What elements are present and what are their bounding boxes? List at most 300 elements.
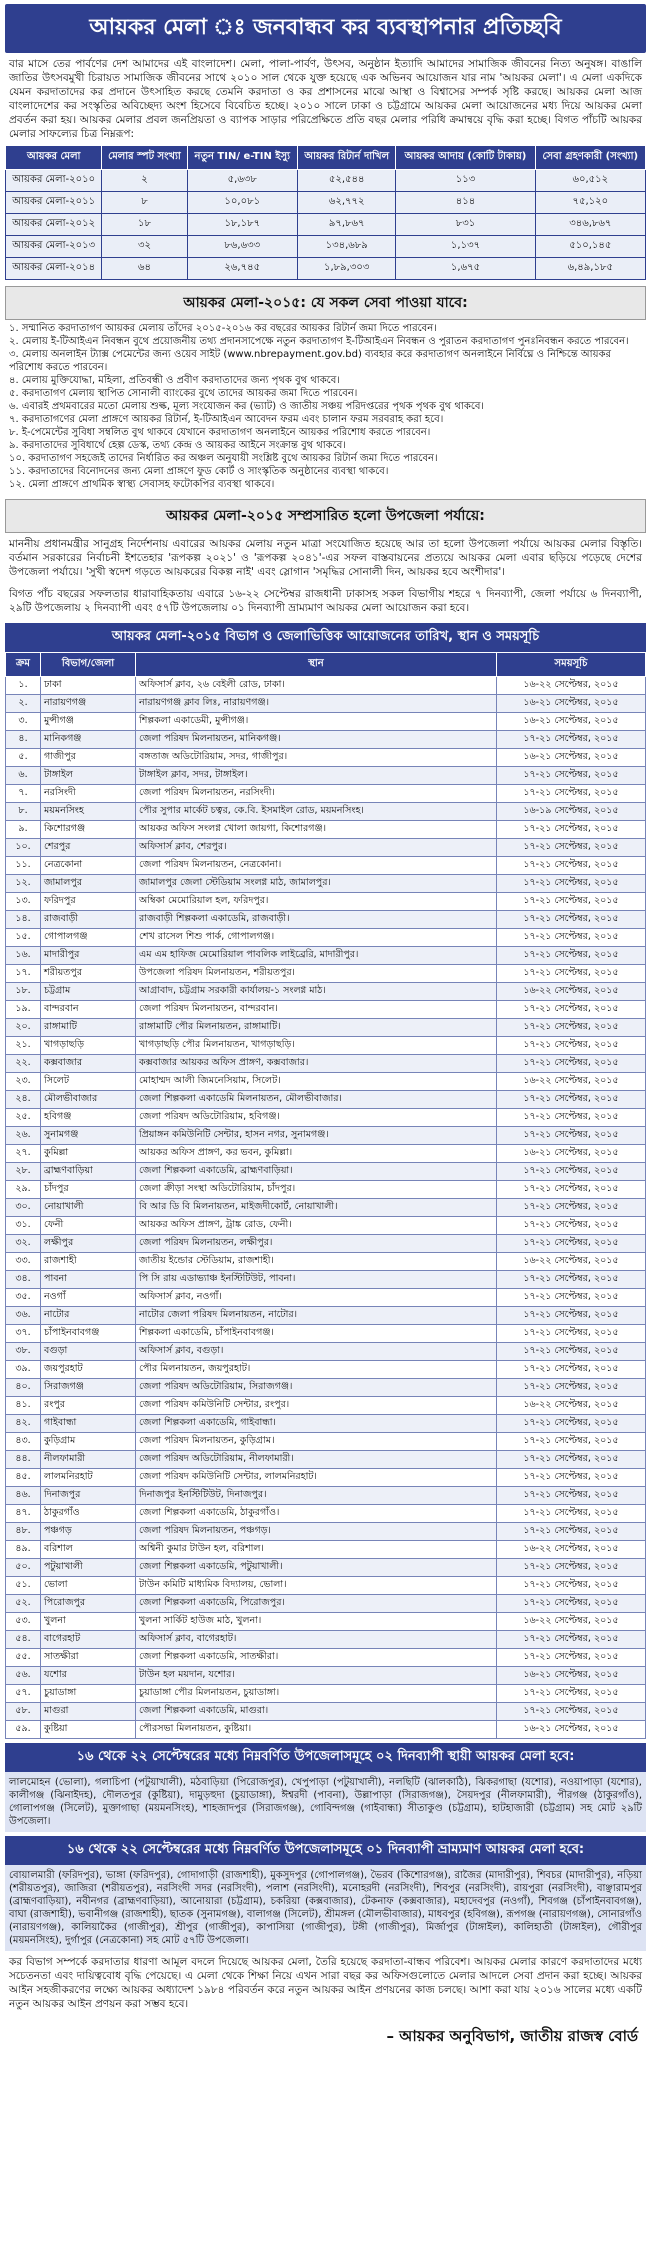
closing-paragraph: কর বিভাগ সম্পর্কে করদাতার ধারণা আমূল বদলে দিয়েছে আয়কর মেলা, তৈরি হয়েছে করদাতা-বান্ধব পরিবেশ। আয়কর মেলার কারণে করদাতাদের মধ্যে সচেতনতা এবং দায়িত্ববোধ বৃদ্ধি পেয়েছে। এ মেলা থেকে শিক্ষা নিয়ে এখন সারা বছর কর অফিসগুলোতে মেলার আদলে সেবা প্রদান করা হচ্ছে। আয়কর আইন সহজীকরণের লক্ষ্যে আয়কর অধ্যাদেশ ১৯৮৪ পরিবর্তন করে নতুন আয়কর আইন প্রণয়নের কাজ চলছে। আশা করা যায় ২০১৬ সালের মধ্যে একটি নতুন আয়কর আইন প্রণয়ন করা সম্ভব হবে। (9, 1956, 642, 2010)
schedule-cell: ভোলা (41, 1577, 136, 1595)
stats-cell: ২ (102, 170, 187, 192)
schedule-cell: সাতক্ষীরা (41, 1649, 136, 1667)
schedule-row (6, 1703, 646, 1721)
schedule-cell: ১৭-২১ সেপ্টেম্বর, ২০১৫ (497, 1055, 646, 1073)
service-item: ৬. এবারই প্রথমবারের মতো মেলায় শুল্ক, মূল্য সংযোজন কর (ভ্যাট) ও জাতীয় সঞ্চয় পরিদপ্তরের পৃথক পৃথক বুথ থাকবে। (9, 401, 484, 412)
schedule-cell: ২৮. (6, 1163, 41, 1181)
schedule-cell: মুন্সীগঞ্জ (41, 713, 136, 731)
stats-cell: ৮ (102, 192, 187, 214)
schedule-cell: চাঁপাইনবাবগঞ্জ (41, 1325, 136, 1343)
schedule-row (6, 1289, 646, 1307)
schedule-row (6, 713, 646, 731)
upazila-paragraph-2: বিগত পাঁচ বছরের সফলতার ধারাবাহিকতায় এবারে ১৬-২২ সেপ্টেম্বর রাজধানী ঢাকাসহ সকল বিভাগীয় শহরে ৭ দিনব্যাপী, জেলা পর্যায়ে ৬ দিনব্যাপী, ২৯টি উপজেলায় ২ দিনব্যাপী এবং ৫৭টি উপজেলায় ০১ দিনব্যাপী ভ্রাম্যমাণ আয়কর মেলা আয়োজন করা হবে। (9, 588, 642, 614)
schedule-cell: চট্টগ্রাম (41, 983, 136, 1001)
schedule-cell: জেলা পরিষদ মিলনায়তন, কুড়িগ্রাম। (136, 1433, 497, 1451)
schedule-cell: ১৭-২১ সেপ্টেম্বর, ২০১৫ (497, 1343, 646, 1361)
schedule-row (6, 1451, 646, 1469)
schedule-cell: ২০. (6, 1019, 41, 1037)
schedule-cell: ১৭-২১ সেপ্টেম্বর, ২০১৫ (497, 1433, 646, 1451)
stats-header-cell: আয়কর মেলা (6, 146, 102, 170)
schedule-cell: ১৬-২২ সেপ্টেম্বর, ২০১৫ (497, 1073, 646, 1091)
schedule-cell: জেলা পরিষদ কমিউনিটি সেন্টার, রংপুর। (136, 1397, 497, 1415)
schedule-cell: ১৭-২১ সেপ্টেম্বর, ২০১৫ (497, 1505, 646, 1523)
schedule-row (6, 1559, 646, 1577)
schedule-row (6, 1685, 646, 1703)
schedule-row (6, 911, 646, 929)
schedule-cell: জেলা পরিষদ মিলনায়তন, মানিকগঞ্জ। (136, 731, 497, 749)
services-list (5, 320, 646, 493)
schedule-cell: ১৭-২১ সেপ্টেম্বর, ২০১৫ (497, 1307, 646, 1325)
schedule-cell: জেলা পরিষদ অডিটোরিয়াম, হবিগঞ্জ। (136, 1109, 497, 1127)
schedule-cell: জেলা শিল্পকলা একাডেমি, মাগুরা। (136, 1703, 497, 1721)
page (5, 4, 646, 2060)
schedule-cell: ১৭-২১ সেপ্টেম্বর, ২০১৫ (497, 1415, 646, 1433)
service-item: ৯. করদাতাদের সুবিধার্থে হেল্প ডেস্ক, তথ্য কেন্দ্র ও আয়কর আইনে সংক্রান্ত বুথ থাকবে। (9, 440, 346, 451)
schedule-cell: জেলা শিল্পকলা একাডেমি, পিরোজপুর। (136, 1595, 497, 1613)
schedule-row (6, 1415, 646, 1433)
schedule-cell: ১৭-২১ সেপ্টেম্বর, ২০১৫ (497, 1361, 646, 1379)
schedule-row (6, 1073, 646, 1091)
schedule-cell: ২৩. (6, 1073, 41, 1091)
services-title: আয়কর মেলা-২০১৫: যে সকল সেবা পাওয়া যাবে: (5, 286, 646, 320)
schedule-cell: ১৭-২১ সেপ্টেম্বর, ২০১৫ (497, 1487, 646, 1505)
schedule-cell: উপজেলা পরিষদ মিলনায়তন, শরীয়তপুর। (136, 965, 497, 983)
schedule-cell: অফিসার্স ক্লাব, নওগাঁ। (136, 1289, 497, 1307)
schedule-cell: যশোর (41, 1667, 136, 1685)
schedule-row (6, 803, 646, 821)
schedule-cell: খাগড়াছড়ি (41, 1037, 136, 1055)
schedule-cell: মানিকগঞ্জ (41, 731, 136, 749)
stats-cell: আয়কর মেলা-২০১২ (6, 214, 102, 236)
schedule-cell: মাগুরা (41, 1703, 136, 1721)
footer-signature: – আয়কর অনুবিভাগ, জাতীয় রাজস্ব বোর্ড (386, 2027, 638, 2045)
stats-cell: ৬২,৭৭২ (297, 192, 396, 214)
schedule-cell: জেলা শিল্পকলা একাডেমি, ব্রাহ্মণবাড়িয়া। (136, 1163, 497, 1181)
schedule-cell: নাটোর জেলা পরিষদ মিলনায়তন, নাটোর। (136, 1307, 497, 1325)
schedule-row (6, 1343, 646, 1361)
schedule-cell: লালমনিরহাট (41, 1469, 136, 1487)
schedule-row (6, 1433, 646, 1451)
stats-cell: আয়কর মেলা-২০১৪ (6, 258, 102, 280)
schedule-cell: ১৭-২১ সেপ্টেম্বর, ২০১৫ (497, 1163, 646, 1181)
schedule-cell: ১৭-২১ সেপ্টেম্বর, ২০১৫ (497, 929, 646, 947)
schedule-cell: কিশোরগঞ্জ (41, 821, 136, 839)
schedule-cell: শিল্পকলা একাডেমী, মুন্সীগঞ্জ। (136, 713, 497, 731)
schedule-cell: ১৬-২১ সেপ্টেম্বর, ২০১৫ (497, 1721, 646, 1739)
schedule-cell: ১৬-২১ সেপ্টেম্বর, ২০১৫ (497, 1145, 646, 1163)
schedule-cell: ১৬-১৯ সেপ্টেম্বর, ২০১৫ (497, 803, 646, 821)
schedule-cell: ৪৮. (6, 1523, 41, 1541)
schedule-cell: জয়পুরহাট (41, 1361, 136, 1379)
schedule-cell: ১৭-২১ সেপ্টেম্বর, ২০১৫ (497, 1199, 646, 1217)
schedule-cell: ১৭-২১ সেপ্টেম্বর, ২০১৫ (497, 731, 646, 749)
stats-row (6, 258, 646, 280)
schedule-row (6, 1613, 646, 1631)
schedule-row (6, 965, 646, 983)
schedule-cell: ১৭-২১ সেপ্টেম্বর, ২০১৫ (497, 1037, 646, 1055)
schedule-row (6, 1055, 646, 1073)
schedule-cell: পৌর সুপার মার্কেট চত্বর, কে.বি. ইসমাইল রোড, ময়মনসিংহ। (136, 803, 497, 821)
stats-cell: ৬৪ (102, 258, 187, 280)
schedule-row (6, 947, 646, 965)
schedule-cell: নরসিংদী (41, 785, 136, 803)
service-item: ১. সম্মানিত করদাতাগণ আয়কর মেলায় তাঁদের ২০১৫-২০১৬ কর বছরের আয়কর রিটার্ন জমা দিতে পারবেন। (9, 323, 437, 334)
schedule-row (6, 1721, 646, 1739)
schedule-row (6, 1127, 646, 1145)
schedule-cell: ১৩. (6, 893, 41, 911)
schedule-cell: ১৬-২১ সেপ্টেম্বর, ২০১৫ (497, 713, 646, 731)
schedule-cell: ৫৭. (6, 1685, 41, 1703)
stats-cell: ৩২ (102, 236, 187, 258)
schedule-cell: খুলনা সার্কিট হাউজ মাঠ, খুলনা। (136, 1613, 497, 1631)
stats-cell: ৫,৬৩৮ (187, 170, 297, 192)
schedule-cell: টাউন হল ময়দান, যশোর। (136, 1667, 497, 1685)
schedule-cell: ১৭-২১ সেপ্টেম্বর, ২০১৫ (497, 875, 646, 893)
schedule-cell: জেলা পরিষদ কমিউনিটি সেন্টার, লালমনিরহাট। (136, 1469, 497, 1487)
schedule-cell: ১৭-২১ সেপ্টেম্বর, ২০১৫ (497, 857, 646, 875)
stats-cell: ১,৬৭৫ (396, 258, 535, 280)
schedule-cell: ২৯. (6, 1181, 41, 1199)
schedule-cell: সুনামগঞ্জ (41, 1127, 136, 1145)
schedule-cell: ১৭-২১ সেপ্টেম্বর, ২০১৫ (497, 1271, 646, 1289)
schedule-row (6, 785, 646, 803)
schedule-cell: হবিগঞ্জ (41, 1109, 136, 1127)
schedule-cell: ৪৪. (6, 1451, 41, 1469)
schedule-row (6, 1253, 646, 1271)
schedule-cell: ১১. (6, 857, 41, 875)
stats-row (6, 214, 646, 236)
schedule-cell: জেলা পরিষদ মিলনায়তন, বান্দরবান। (136, 1001, 497, 1019)
schedule-cell: অফিসার্স ক্লাব, শেরপুর। (136, 839, 497, 857)
schedule-cell: ১. (6, 677, 41, 695)
schedule-cell: জেলা শিল্পকলা একাডেমি, গাইবান্ধা। (136, 1415, 497, 1433)
schedule-row (6, 1001, 646, 1019)
schedule-cell: ২৬. (6, 1127, 41, 1145)
stats-cell: ১৩৪,৬৮৯ (297, 236, 396, 258)
schedule-cell: ২২. (6, 1055, 41, 1073)
schedule-cell: পিরোজপুর (41, 1595, 136, 1613)
schedule-cell: ২৪. (6, 1091, 41, 1109)
schedule-cell: জেলা শিল্পকলা একাডেমি মিলনায়তন, মৌলভীবাজার। (136, 1091, 497, 1109)
schedule-cell: নারায়ণগঞ্জ ক্লাব লিঃ, নারায়ণগঞ্জ। (136, 695, 497, 713)
schedule-cell: কক্সবাজার (41, 1055, 136, 1073)
stats-cell: আয়কর মেলা-২০১০ (6, 170, 102, 192)
service-item: ১১. করদাতাদের বিনোদনের জন্য মেলা প্রাঙ্গণে ফুড কোর্ট ও সাংস্কৃতিক অনুষ্ঠানের ব্যবস্থা থাকবে। (9, 466, 389, 477)
schedule-cell: ১৬. (6, 947, 41, 965)
stats-row (6, 236, 646, 258)
stats-header-cell: আয়কর রিটার্ন দাখিল (297, 146, 396, 170)
schedule-cell: বি আর ডি বি মিলনায়তন, মাইজদীকোর্ট, নোয়াখালী। (136, 1199, 497, 1217)
schedule-cell: ৪৫. (6, 1469, 41, 1487)
schedule-cell: ১৭-২১ সেপ্টেম্বর, ২০১৫ (497, 947, 646, 965)
schedule-cell: আয়কর অফিস প্রাঙ্গণ, কর ভবন, কুমিল্লা। (136, 1145, 497, 1163)
schedule-cell: গাজীপুর (41, 749, 136, 767)
schedule-cell: রাঙ্গামাটি পৌর মিলনায়তন, রাঙ্গামাটি। (136, 1019, 497, 1037)
schedule-header-cell: সময়সূচি (497, 653, 646, 677)
schedule-row (6, 1163, 646, 1181)
schedule-cell: নাটোর (41, 1307, 136, 1325)
schedule-cell: ব্রাহ্মণবাড়িয়া (41, 1163, 136, 1181)
schedule-cell: ১৬-২২ সেপ্টেম্বর, ২০১৫ (497, 1397, 646, 1415)
schedule-cell: মোহাম্মদ আলী জিমনেসিয়াম, সিলেট। (136, 1073, 497, 1091)
schedule-cell: নীলফামারী (41, 1451, 136, 1469)
stats-cell: ৫২,৫৪৪ (297, 170, 396, 192)
schedule-cell: ১২. (6, 875, 41, 893)
schedule-cell: শরীয়তপুর (41, 965, 136, 983)
stats-cell: ৬০,৫১২ (535, 170, 645, 192)
schedule-row (6, 731, 646, 749)
schedule-cell: কুড়িগ্রাম (41, 1433, 136, 1451)
schedule-cell: অফিসার্স ক্লাব, ২৬ বেইলী রোড, ঢাকা। (136, 677, 497, 695)
schedule-row (6, 1235, 646, 1253)
schedule-cell: ১৭-২১ সেপ্টেম্বর, ২০১৫ (497, 1019, 646, 1037)
schedule-cell: ৫৯. (6, 1721, 41, 1739)
stats-row (6, 192, 646, 214)
stats-cell: ৫১০,১৪৫ (535, 236, 645, 258)
schedule-cell: ৫০. (6, 1559, 41, 1577)
schedule-row (6, 1577, 646, 1595)
schedule-cell: পটুয়াখালী (41, 1559, 136, 1577)
schedule-cell: রাজবাড়ী (41, 911, 136, 929)
upazila-title: আয়কর মেলা-২০১৫ সম্প্রসারিত হলো উপজেলা পর্যায়ে: (5, 499, 646, 533)
schedule-row (6, 1631, 646, 1649)
schedule-cell: আয়কর অফিস প্রাঙ্গণ, ট্রাঙ্ক রোড, ফেনী। (136, 1217, 497, 1235)
schedule-cell: শেখ রাসেল শিশু পার্ক, গোপালগঞ্জ। (136, 929, 497, 947)
service-item: ৮. ই-পেমেন্টের সুবিধা সম্বলিত বুথ থাকবে যেখানে করদাতাগণ অনলাইনে আয়কর পরিশোধ করতে পারবেন। (9, 427, 431, 438)
schedule-cell: বঙ্গতাজ অডিটোরিয়াম, সদর, গাজীপুর। (136, 749, 497, 767)
schedule-cell: ১৭-২১ সেপ্টেম্বর, ২০১৫ (497, 1469, 646, 1487)
schedule-cell: জেলা ক্রীড়া সংস্থা অডিটোরিয়াম, চাঁদপুর। (136, 1181, 497, 1199)
schedule-cell: ৩৯. (6, 1361, 41, 1379)
schedule-row (6, 1037, 646, 1055)
stats-cell: ৩৪৬,৮৬৭ (535, 214, 645, 236)
stats-cell: ৯৭,৮৬৭ (297, 214, 396, 236)
schedule-cell: অশ্বিনী কুমার টাউন হল, বরিশাল। (136, 1541, 497, 1559)
schedule-cell: ২১. (6, 1037, 41, 1055)
schedule-cell: ১৭-২১ সেপ্টেম্বর, ২০১৫ (497, 1325, 646, 1343)
schedule-row (6, 1199, 646, 1217)
schedule-cell: ২৫. (6, 1109, 41, 1127)
schedule-cell: ৮. (6, 803, 41, 821)
schedule-cell: জেলা পরিষদ মিলনায়তন, নেত্রকোনা। (136, 857, 497, 875)
schedule-cell: ১৯. (6, 1001, 41, 1019)
schedule-row (6, 1145, 646, 1163)
schedule-row (6, 839, 646, 857)
service-item: ৫. করদাতাগণ মেলায় স্থাপিত সোনালী ব্যাংকের বুথে তাদের আয়কর জমা দিতে পারবেন। (9, 388, 358, 399)
one-day-list: বোয়ালমারী (ফরিদপুর), ভাঙ্গা (ফরিদপুর), গোদাগাড়ী (রাজশাহী), মুকসুদপুর (গোপালগঞ্জ), ভৈরব (কিশোরগঞ্জ), রাজৈর (মাদারীপুর), শিবচর (মাদারীপুর), নড়িয়া (শরীয়তপুর), জাজিরা (শরীয়তপুর), নরসিংদী সদর (নরসিংদী), পলাশ (নরসিংদী), মনোহরদী (নরসিংদী), শিবপুর (নরসিংদী), রায়পুরা (নরসিংদী), বাঞ্ছারামপুর (ব্রাহ্মণবাড়িয়া), নবীনগর (ব্রাহ্মণবাড়িয়া), আনোয়ারা (চট্টগ্রাম), চকরিয়া (কক্সবাজার), টেকনাফ (কক্সবাজার), মহাদেবপুর (নওগাঁ), শিবগঞ্জ (চাঁপাইনবাবগঞ্জ), বাঘা (রাজশাহী), ভবানীগঞ্জ (রাজশাহী), ছাতক (সুনামগঞ্জ), বালাগঞ্জ (সিলেট), শ্রীমঙ্গল (মৌলভীবাজার), মাধবপুর (হবিগঞ্জ), রূপগঞ্জ (নারায়ণগঞ্জ), সোনারগাঁও (নারায়ণগঞ্জ), কালিয়াকৈর (গাজীপুর), শ্রীপুর (গাজীপুর), কাপাসিয়া (গাজীপুর), টঙ্গী (গাজীপুর), মির্জাপুর (টাঙ্গাইল), কালিহাতী (টাঙ্গাইল), গৌরীপুর (ময়মনসিংহ), দুর্গাপুর (নেত্রকোনা) সহ মোট ৫৭টি উপজেলা। (5, 1865, 646, 1951)
schedule-cell: গাইবান্ধা (41, 1415, 136, 1433)
schedule-cell: জেলা পরিষদ অডিটোরিয়াম, সিরাজগঞ্জ। (136, 1379, 497, 1397)
schedule-cell: ১৭-২১ সেপ্টেম্বর, ২০১৫ (497, 1523, 646, 1541)
schedule-cell: গোপালগঞ্জ (41, 929, 136, 947)
schedule-cell: ৫. (6, 749, 41, 767)
schedule-cell: ১৬-২২ সেপ্টেম্বর, ২০১৫ (497, 983, 646, 1001)
schedule-cell: ৫৮. (6, 1703, 41, 1721)
schedule-cell: বাগেরহাট (41, 1631, 136, 1649)
schedule-cell: ৩৮. (6, 1343, 41, 1361)
stats-cell: আয়কর মেলা-২০১৩ (6, 236, 102, 258)
schedule-cell: ১৭-২১ সেপ্টেম্বর, ২০১৫ (497, 1127, 646, 1145)
schedule-cell: ২৭. (6, 1145, 41, 1163)
schedule-cell: ১৭-২১ সেপ্টেম্বর, ২০১৫ (497, 1235, 646, 1253)
schedule-cell: এম এম হাফিজ মেমোরিয়াল পাবলিক লাইব্রেরি, মাদারীপুর। (136, 947, 497, 965)
schedule-cell: ১৭-২১ সেপ্টেম্বর, ২০১৫ (497, 839, 646, 857)
schedule-cell: ২. (6, 695, 41, 713)
schedule-table (5, 652, 646, 1739)
schedule-cell: পৌরসভা মিলনায়তন, কুষ্টিয়া। (136, 1721, 497, 1739)
schedule-cell: রংপুর (41, 1397, 136, 1415)
schedule-cell: শিল্পকলা একাডেমি, চাঁপাইনবাবগঞ্জ। (136, 1325, 497, 1343)
schedule-row (6, 821, 646, 839)
stats-header-cell: আয়কর আদায় (কোটি টাকায়) (396, 146, 535, 170)
schedule-cell: ১৫. (6, 929, 41, 947)
schedule-cell: ১৪. (6, 911, 41, 929)
schedule-cell: টাঙ্গাইল ক্লাব, সদর, টাঙ্গাইল। (136, 767, 497, 785)
schedule-row (6, 1217, 646, 1235)
schedule-cell: রাজশাহী (41, 1253, 136, 1271)
schedule-cell: লক্ষীপুর (41, 1235, 136, 1253)
schedule-cell: জেলা পরিষদ মিলনায়তন, পঞ্চগড়। (136, 1523, 497, 1541)
schedule-title: আয়কর মেলা-২০১৫ বিভাগ ও জেলাভিত্তিক আয়োজনের তারিখ, স্থান ও সময়সূচি (5, 623, 646, 652)
schedule-cell: ১৬-২১ সেপ্টেম্বর, ২০১৫ (497, 695, 646, 713)
stats-cell: ৮৬,৬৩৩ (187, 236, 297, 258)
schedule-cell: কুষ্টিয়া (41, 1721, 136, 1739)
stats-cell: ১,৮৯,৩০৩ (297, 258, 396, 280)
schedule-cell: আগ্রাবাদ, চট্টগ্রাম সরকারী কার্যালয়-১ সংলগ্ন মাঠ। (136, 983, 497, 1001)
stats-cell: ৭৫,১২০ (535, 192, 645, 214)
schedule-cell: ১৭-২১ সেপ্টেম্বর, ২০১৫ (497, 1559, 646, 1577)
schedule-cell: পি সি রায় এডাভ্যাঞ্চ ইনস্টিটিউট, পাবনা। (136, 1271, 497, 1289)
schedule-cell: ১৭-২১ সেপ্টেম্বর, ২০১৫ (497, 767, 646, 785)
schedule-cell: ১৭-২১ সেপ্টেম্বর, ২০১৫ (497, 1379, 646, 1397)
schedule-cell: ৩৪. (6, 1271, 41, 1289)
schedule-cell: ১৬-২২ সেপ্টেম্বর, ২০১৫ (497, 1253, 646, 1271)
schedule-cell: ১৬-২১ সেপ্টেম্বর, ২০১৫ (497, 1667, 646, 1685)
schedule-cell: খুলনা (41, 1613, 136, 1631)
schedule-row (6, 1091, 646, 1109)
schedule-cell: ১৬-২১ সেপ্টেম্বর, ২০১৫ (497, 749, 646, 767)
schedule-cell: ৭. (6, 785, 41, 803)
stats-header-cell: সেবা গ্রহণকারী (সংখ্যা) (535, 146, 645, 170)
schedule-cell: ১৬-২২ সেপ্টেম্বর, ২০১৫ (497, 677, 646, 695)
schedule-cell: ৪০. (6, 1379, 41, 1397)
schedule-cell: দিনাজপুর ইনস্টিটিউট, দিনাজপুর। (136, 1487, 497, 1505)
schedule-cell: ১৭-২১ সেপ্টেম্বর, ২০১৫ (497, 1091, 646, 1109)
schedule-cell: ১৬-২২ সেপ্টেম্বর, ২০১৫ (497, 1541, 646, 1559)
schedule-row (6, 1649, 646, 1667)
schedule-cell: ৫৫. (6, 1649, 41, 1667)
schedule-cell: জামালপুর (41, 875, 136, 893)
schedule-cell: নেত্রকোনা (41, 857, 136, 875)
service-item: ১২. মেলা প্রাঙ্গণে প্রাথমিক স্বাস্থ্য সেবাসহ ফটোকপির ব্যবস্থা থাকবে। (9, 479, 275, 490)
schedule-cell: চুয়াডাঙ্গা (41, 1685, 136, 1703)
schedule-cell: দিনাজপুর (41, 1487, 136, 1505)
schedule-cell: ৫১. (6, 1577, 41, 1595)
schedule-cell: মৌলভীবাজার (41, 1091, 136, 1109)
stats-header-cell: নতুন TIN/ e-TIN ইস্যু (187, 146, 297, 170)
schedule-row (6, 1487, 646, 1505)
schedule-cell: টাঙ্গাইল (41, 767, 136, 785)
schedule-cell: ১৭-২১ সেপ্টেম্বর, ২০১৫ (497, 1001, 646, 1019)
schedule-cell: ১৭-২১ সেপ্টেম্বর, ২০১৫ (497, 911, 646, 929)
schedule-cell: ১৭-২১ সেপ্টেম্বর, ২০১৫ (497, 1703, 646, 1721)
schedule-cell: ৩১. (6, 1217, 41, 1235)
schedule-cell: কুমিল্লা (41, 1145, 136, 1163)
schedule-cell: পাবনা (41, 1271, 136, 1289)
schedule-cell: শেরপুর (41, 839, 136, 857)
schedule-cell: ৫২. (6, 1595, 41, 1613)
schedule-cell: ১৭-২১ সেপ্টেম্বর, ২০১৫ (497, 1289, 646, 1307)
schedule-row (6, 677, 646, 695)
two-day-list: লালমোহন (ভোলা), গলাচিপা (পটুয়াখালী), মঠবাড়িয়া (পিরোজপুর), খেপুপাড়া (পটুয়াখালী), নলছিটি (ঝালকাঠি), ঝিকরগাছা (যশোর), নওয়াপাড়া (যশোর), কালীগঞ্জ (ঝিনাইদহ), দৌলতপুর (কুষ্টিয়া), দামুড়হুদা (চুয়াডাঙ্গা), ঈশ্বরদী (পাবনা), উল্লাপাড়া (সিরাজগঞ্জ), সৈয়দপুর (নীলফামারী), পীরগঞ্জ (ঠাকুরগাঁও), গোলাপগঞ্জ (সিলেট), মুক্তাগাছা (ময়মনসিংহ), শাহজাদপুর (সিরাজগঞ্জ), গোবিন্দগঞ্জ (গাইবান্ধা) সীতাকুণ্ড (চট্টগ্রাম), হাটহাজারী (চট্টগ্রাম) সহ মোট ২৯টি উপজেলা। (5, 1772, 646, 1832)
schedule-cell: ময়মনসিংহ (41, 803, 136, 821)
schedule-cell: ১৭-২১ সেপ্টেম্বর, ২০১৫ (497, 785, 646, 803)
schedule-cell: পঞ্চগড় (41, 1523, 136, 1541)
service-item: ২. মেলায় ই-টিআইএন নিবন্ধন বুথে প্রয়োজনীয় তথ্য প্রদানসাপেক্ষে নতুন করদাতাগণ ই-টিআইএন নিবন্ধন ও পুরাতন করদাতাগণ পুনঃনিবন্ধন করতে পারবেন। (9, 336, 629, 347)
schedule-cell: খাগড়াছড়ি পৌর মিলনায়তন, খাগড়াছড়ি। (136, 1037, 497, 1055)
schedule-cell: ১৭-২১ সেপ্টেম্বর, ২০১৫ (497, 1631, 646, 1649)
schedule-cell: জেলা শিল্পকলা একাডেমি, সাতক্ষীরা। (136, 1649, 497, 1667)
schedule-cell: অফিসার্স ক্লাব, বাগেরহাট। (136, 1631, 497, 1649)
schedule-row (6, 1523, 646, 1541)
schedule-cell: ৪৯. (6, 1541, 41, 1559)
schedule-row (6, 1307, 646, 1325)
stats-cell: ১০,০৮১ (187, 192, 297, 214)
one-day-title: ১৬ থেকে ২২ সেপ্টেম্বরের মধ্যে নিম্নবর্ণিত উপজেলাসমূহে ০১ দিনব্যাপী ভ্রাম্যমাণ আয়কর মেলা হবে: (5, 1836, 646, 1865)
schedule-cell: জেলা শিল্পকলা একাডেমি, পটুয়াখালী। (136, 1559, 497, 1577)
page-title: আয়কর মেলা ঃ জনবান্ধব কর ব্যবস্থাপনার প্রতিচ্ছবি (5, 4, 646, 53)
stats-header-cell: মেলার স্পট সংখ্যা (102, 146, 187, 170)
schedule-cell: ১৭-২১ সেপ্টেম্বর, ২০১৫ (497, 1685, 646, 1703)
upazila-paragraph: মাননীয় প্রধানমন্ত্রীর সানুগ্রহ নির্দেশনায় এবারের আয়কর মেলায় নতুন মাত্রা সংযোজিত হয়েছে আর তা হলো উপজেলা পর্যায়ে আয়কর মেলার বিস্তৃতি। বর্তমান সরকারের নির্বাচনী ইশতেহার 'রূপকল্প ২০২১' ও 'রূপকল্প ২০৪১'-এর সফল বাস্তবায়নের প্রত্যয়ে আয়কর মেলা এবার ছড়িয়ে পড়েছে দেশের উপজেলা পর্যায়ে। 'সুখী স্বদেশ গড়তে আয়করের বিকল্প নাই' এবং স্লোগান 'সমৃদ্ধির সোনালী দিন, আয়কর হবে অংশীদার'। (9, 538, 642, 578)
schedule-cell: জাতীয় ইন্ডোর স্টেডিয়াম, রাজশাহী। (136, 1253, 497, 1271)
schedule-cell: ৩৭. (6, 1325, 41, 1343)
schedule-row (6, 1361, 646, 1379)
schedule-cell: চাঁদপুর (41, 1181, 136, 1199)
schedule-cell: ১৭. (6, 965, 41, 983)
intro-paragraph: বার মাসে তের পার্বণের দেশ আমাদের এই বাংলাদেশ। মেলা, পালা-পার্বণ, উৎসব, অনুষ্ঠান ইত্যাদি আমাদের সামাজিক জীবনের নিত্য অনুষঙ্গ। বাঙালি জাতির উৎসবমুখী চিরায়ত সামাজিক জীবনের সাথে ২০১০ সাল থেকে যুক্ত হয়েছে এক অভিনব আয়োজন যার নাম 'আয়কর মেলা'। এ মেলা একদিকে যেমন করদাতাদের কর প্রদানে উৎসাহিত করছে তেমনি করদাতা ও কর প্রশাসনের মাঝে আস্থা ও বিশ্বাসের সম্পর্ক সৃষ্টি করছে। আয়কর মেলা আজ বাংলাদেশের কর সংস্কৃতির অবিচ্ছেদ্য অংশ হিসেবে বিবেচিত হচ্ছে। ২০১০ সালে ঢাকা ও চট্টগ্রামে আয়কর মেলা আয়োজনের মধ্য দিয়ে আয়কর মেলা প্রবর্তন করা হয়। আয়কর মেলার প্রবল জনপ্রিয়তা ও ব্যাপক সাড়ার পরিপ্রেক্ষিতে প্রতি বছর মেলার পরিধি ক্রমান্বয়ে বৃদ্ধি করা হচ্ছে। বিগত পাঁচটি আয়কর মেলার সাফল্যের চিত্র নিম্নরূপ: (9, 58, 642, 140)
service-item: ৩. মেলায় অনলাইন ট্যাক্স পেমেন্টের জন্য ওয়েব সাইট (www.nbrepayment.gov.bd) ব্যবহার করে করদাতাগণ অনলাইনে নির্বিঘ্নে ও নিশ্চিন্তে আয়কর পরিশোধ করতে পারবেন। (9, 349, 611, 373)
stats-cell: ৮৩১ (396, 214, 535, 236)
schedule-cell: আয়কর অফিস সংলগ্ন খোলা জায়গা, কিশোরগঞ্জ। (136, 821, 497, 839)
schedule-row (6, 1109, 646, 1127)
schedule-cell: কক্সবাজার আয়কর অফিস প্রাঙ্গণ, কক্সবাজার। (136, 1055, 497, 1073)
schedule-row (6, 1325, 646, 1343)
schedule-cell: জেলা পরিষদ মিলনায়তন, নরসিংদী। (136, 785, 497, 803)
schedule-row (6, 929, 646, 947)
schedule-row (6, 893, 646, 911)
schedule-cell: চুয়াডাঙ্গা পৌর মিলনায়তন, চুয়াডাঙ্গা। (136, 1685, 497, 1703)
schedule-cell: সিলেট (41, 1073, 136, 1091)
schedule-cell: জামালপুর জেলা স্টেডিয়াম সংলগ্ন মাঠ, জামালপুর। (136, 875, 497, 893)
schedule-row (6, 695, 646, 713)
schedule-cell: রাজবাড়ী শিল্পকলা একাডেমি, রাজবাড়ী। (136, 911, 497, 929)
schedule-cell: ১৬-২২ সেপ্টেম্বর, ২০১৫ (497, 1613, 646, 1631)
schedule-cell: ১৭-২১ সেপ্টেম্বর, ২০১৫ (497, 821, 646, 839)
schedule-row (6, 1505, 646, 1523)
schedule-cell: ১৭-২১ সেপ্টেম্বর, ২০১৫ (497, 965, 646, 983)
schedule-cell: ঠাকুরগাঁও (41, 1505, 136, 1523)
schedule-cell: ১৭-২১ সেপ্টেম্বর, ২০১৫ (497, 1577, 646, 1595)
schedule-cell: ৫৪. (6, 1631, 41, 1649)
schedule-cell: অফিসার্স ক্লাব, বগুড়া। (136, 1343, 497, 1361)
service-item: ১০. করদাতাগণ সহজেই তাদের নির্ধারিত কর অঞ্চল অনুযায়ী সংশ্লিষ্ট বুথে আয়কর রিটার্ন জমা দিতে পারবেন। (9, 453, 438, 464)
schedule-cell: বান্দরবান (41, 1001, 136, 1019)
schedule-row (6, 1271, 646, 1289)
stats-cell: ১,১৩৭ (396, 236, 535, 258)
schedule-cell: ১৭-২১ সেপ্টেম্বর, ২০১৫ (497, 1595, 646, 1613)
stats-cell: ১১৩ (396, 170, 535, 192)
